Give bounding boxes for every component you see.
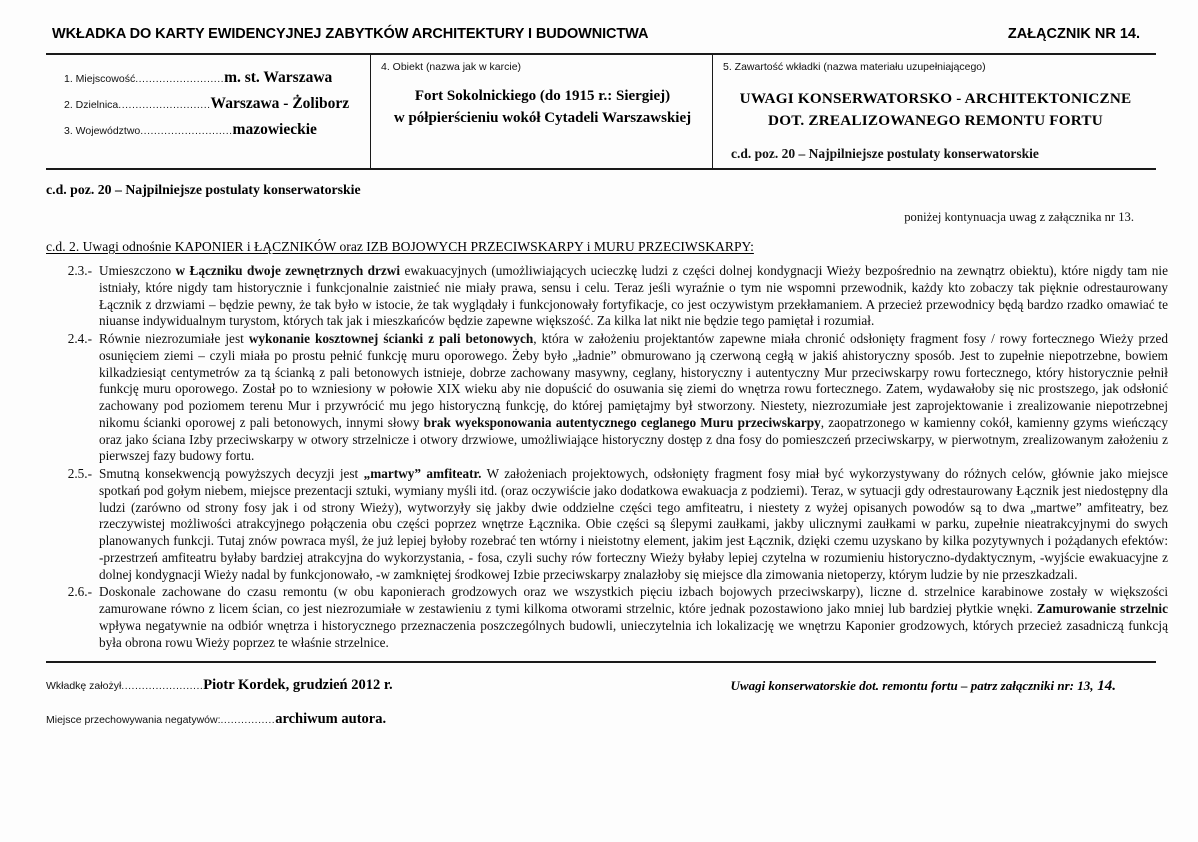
object-name-line1: Fort Sokolnickiego (do 1915 r.: Siergiej) — [414, 88, 671, 104]
document-header — [0, 0, 1198, 42]
remark-number: 2.6.- — [67, 584, 92, 600]
field-district-label: 2. Dzielnica — [64, 99, 119, 111]
section-note: poniżej kontynuacja uwag z załącznika nr 13. — [904, 210, 1134, 225]
object-caption: 4. Obiekt (nazwa jak w karcie) — [381, 61, 522, 73]
footer-negatives-value: archiwum autora. — [275, 711, 387, 728]
remark-paragraph — [46, 584, 1168, 651]
footer-author — [46, 677, 566, 694]
field-district-value: Warszawa - Żoliborz — [210, 95, 350, 112]
page-title: WKŁADKA DO KARTY EWIDENCYJNEJ ZABYTKÓW ARCHITEKTURY I BUDOWNICTWA — [52, 26, 649, 42]
field-voivodeship-label: 3. Województwo — [64, 125, 141, 137]
content-title — [723, 88, 1148, 132]
content-subtitle: c.d. poz. 20 – Najpilniejsze postulaty konserwatorskie — [731, 146, 1039, 162]
remark-text: Doskonale zachowane do czasu remontu (w obu kaponierach grodzowych oraz we wszystkich pięciu izbach bojowych przeciwskarpy), liczne d. strzelnice karabinowe zostały w większości zamurowane równo z licem ścian, co jest niezrozumiałe w zestawieniu z tymi kilkoma otworami strzelnic, które jednak pozostawiono jako mniej lub bardziej płytkie wnęki. Zamurowanie strzelnic wpływa negatywnie na odbiór wnętrza i historycznego przeznaczenia poszczególnych budowli, unieczytelnia ich lokalizację we wnętrzu Kaponier grodzowych, których przecież zasadniczą funkcją była obrona rowu Wieży poprzez te właśnie strzelnice. — [99, 584, 1168, 650]
footer-author-dots: ........................ — [121, 680, 204, 693]
content-cell — [712, 55, 1156, 168]
remark-text: Równie niezrozumiałe jest wykonanie kosztownej ścianki z pali betonowych, która w założeniu projektantów zapewne miała chronić odsłonięty fragment fosy / rowy fortecznego Wieży przed osunięciem ziemi – czyli miała po prostu pełnić funkcję muru oporowego. Żeby było „ładnie” obmurowano ją czerwoną cegłą w jakiś ahistoryczny sposób. Jest to zupełnie niepotrzebne, bowiem kilkadziesiąt centymetrów za tą ścianką z pali betonowych istnieje, dobrze zachowany masywny, ceglany, historyczny i autentyczny Mur przeciwskarpy rowu fortecznego, który historycznie pełnił funkcję muru oporowego. Został po to wzniesiony w połowie XIX wieku aby nie dopuścić do osuwania się ziemi do wnętrza rowu fortecznego. Zatem, wydawałoby się nic prostszego, jak odsłonić zachowany pod poziomem terenu Mur i przywrócić mu jego historyczną funkcję, do której pamiętajmy był stworzony. Niestety, niezrozumiałe jest zaprojektowanie i zrealizowanie niepotrzebnej nikomu ścianki oporowej z pali betonowych, innymi słowy brak wyeksponowania autentycznego ceglanego Muru przeciwskarpy, zaopatrzonego w kamienny cokół, kamienny gzyms wieńczący oraz jako ściana Izby przeciwskarpy w otwory strzelnicze i otwory drzwiowe, umożliwiające historyczny dostęp z dna fosy do pomieszczeń przeciwskarpy, w pierwotnym, zrealizowanym założeniu z pierwszej fazy budowy fortu. — [99, 331, 1168, 464]
identification-table — [46, 53, 1156, 170]
document-footer — [46, 663, 1156, 745]
object-name — [381, 86, 704, 130]
footer-author-value: Piotr Kordek, grudzień 2012 r. — [203, 677, 393, 694]
remark-text: Smutną konsekwencją powyższych decyzji jest „martwy” amfiteatr. W założeniach projektowych, odsłonięty fragment fosy miał być wykorzystywany do różnych celów, głównie jako miejsce spotkań pod gołym niebem, miejsce prezentacji sztuki, wymiany myśli itd. (oraz oczywiście jako dodatkowa ewakuacja z podziemi). Teraz, w sytuacji gdy odrestaurowany Łącznik jest niedostępny dla ludzi (zarówno od strony fosy jak i od strony Wieży), wytworzyły się jakby dwie oddzielne części tego amfiteatru, i niestety z wyżej opisanych powodów są to dwa „martwe” amfiteatry, bez rzeczywistej możliwości atrakcyjnego połączenia obu części poprzez wnętrze Łącznika. Obie części są ślepymi zaułkami, jakby ulicznymi zaułkami w parku, zupełnie nieatrakcyjnymi do swych planowanych funkcji. Tutaj znów powraca myśl, że już lepiej byłoby rozebrać ten wtórny i nieistotny element, jakim jest Łącznik, dzięki czemu uzyskano by kilka pozytywnych i pożądanych efektów: -przestrzeń amfiteatru byłaby bardziej atrakcyjna do wykorzystania, - fosa, czyli suchy rów forteczny Wieży byłaby lepiej czytelna w rozumieniu historyczno-dydaktycznym, -wyjście ewakuacyjne z dolnej kondygnacji Wieży nadal by funkcjonowało, -w zamkniętej środkowej Izbie przeciwskarpy znalazłoby się miejsce dla zimowania nietoperzy, którym ludzie by nie przeszkadzali. — [99, 466, 1168, 582]
remark-number: 2.4.- — [67, 331, 92, 347]
field-voivodeship — [64, 121, 362, 139]
content-title-line2: DOT. ZREALIZOWANEGO REMONTU FORTU — [768, 112, 1103, 130]
field-voivodeship-dots: ........................... — [140, 125, 233, 137]
field-district-dots: ........................... — [118, 99, 211, 111]
footer-reference-note — [731, 677, 1156, 695]
footer-reference-number: 14. — [1093, 678, 1116, 695]
section-subject: c.d. 2. Uwagi odnośnie KAPONIER i ŁĄCZNIKÓW oraz IZB BOJOWYCH PRZECIWSKARPY i MURU PRZECIWSKARPY: — [46, 239, 754, 255]
remark-number: 2.3.- — [67, 263, 92, 279]
remark-paragraph — [46, 466, 1168, 583]
footer-negatives — [46, 711, 566, 728]
field-district — [64, 95, 362, 113]
field-locality-dots: .......................... — [135, 73, 225, 85]
footer-negatives-dots: ................ — [220, 714, 276, 727]
remarks-list — [46, 263, 1168, 651]
object-name-line2: w półpierścieniu wokół Cytadeli Warszawskiej — [393, 109, 692, 126]
object-cell — [370, 55, 712, 168]
field-voivodeship-value: mazowieckie — [232, 121, 317, 138]
field-locality-value: m. st. Warszawa — [224, 69, 333, 86]
footer-reference-text: Uwagi konserwatorskie dot. remontu fortu – patrz załączniki nr: 13, — [730, 678, 1094, 694]
field-locality-label: 1. Miejscowość — [64, 73, 136, 85]
footer-left — [46, 677, 566, 745]
content-title-line1: UWAGI KONSERWATORSKO - ARCHITEKTONICZNE — [739, 90, 1132, 107]
footer-negatives-label: Miejsce przechowywania negatywów: — [46, 714, 221, 727]
location-cell — [46, 55, 370, 168]
field-locality — [64, 69, 362, 87]
section-heading — [46, 182, 1156, 255]
footer-author-label: Wkładkę założył — [46, 680, 122, 693]
remark-number: 2.5.- — [67, 466, 92, 482]
annex-number: ZAŁĄCZNIK NR 14. — [1007, 26, 1140, 42]
remark-paragraph — [46, 263, 1168, 330]
content-caption: 5. Zawartość wkładki (nazwa materiału uzupełniającego) — [723, 61, 986, 73]
section-continuation-line: c.d. poz. 20 – Najpilniejsze postulaty konserwatorskie — [46, 182, 361, 198]
remark-paragraph — [46, 331, 1168, 465]
remark-text: Umieszczono w Łączniku dwoje zewnętrznych drzwi ewakuacyjnych (umożliwiających ucieczkę ludzi z części dolnej kondygnacji Wieży bezpośrednio na zewnątrz obiektu), które nigdy tam nie istniały, które nigdy tam historycznie i funkcjonalnie zaistnieć nie miały prawa, sensu i celu. Teraz jeśli wyraźnie o tym nie wspomni przewodnik, każdy kto zobaczy tak pięknie odrestaurowany Łącznik z drzwiami – będzie pewny, że tak było w istocie, że tak wyglądały i funkcjonowały fortyfikacje, co jest oczywistym przekłamaniem. A przecież przewodnicy będą bardzo rzadko omawiać te niuanse indywidualnym turystom, których tak jak i mieszkańców będzie zapewne większość. Za kilka lat nikt nie będzie tego pamiętał i rozumiał. — [99, 263, 1168, 329]
